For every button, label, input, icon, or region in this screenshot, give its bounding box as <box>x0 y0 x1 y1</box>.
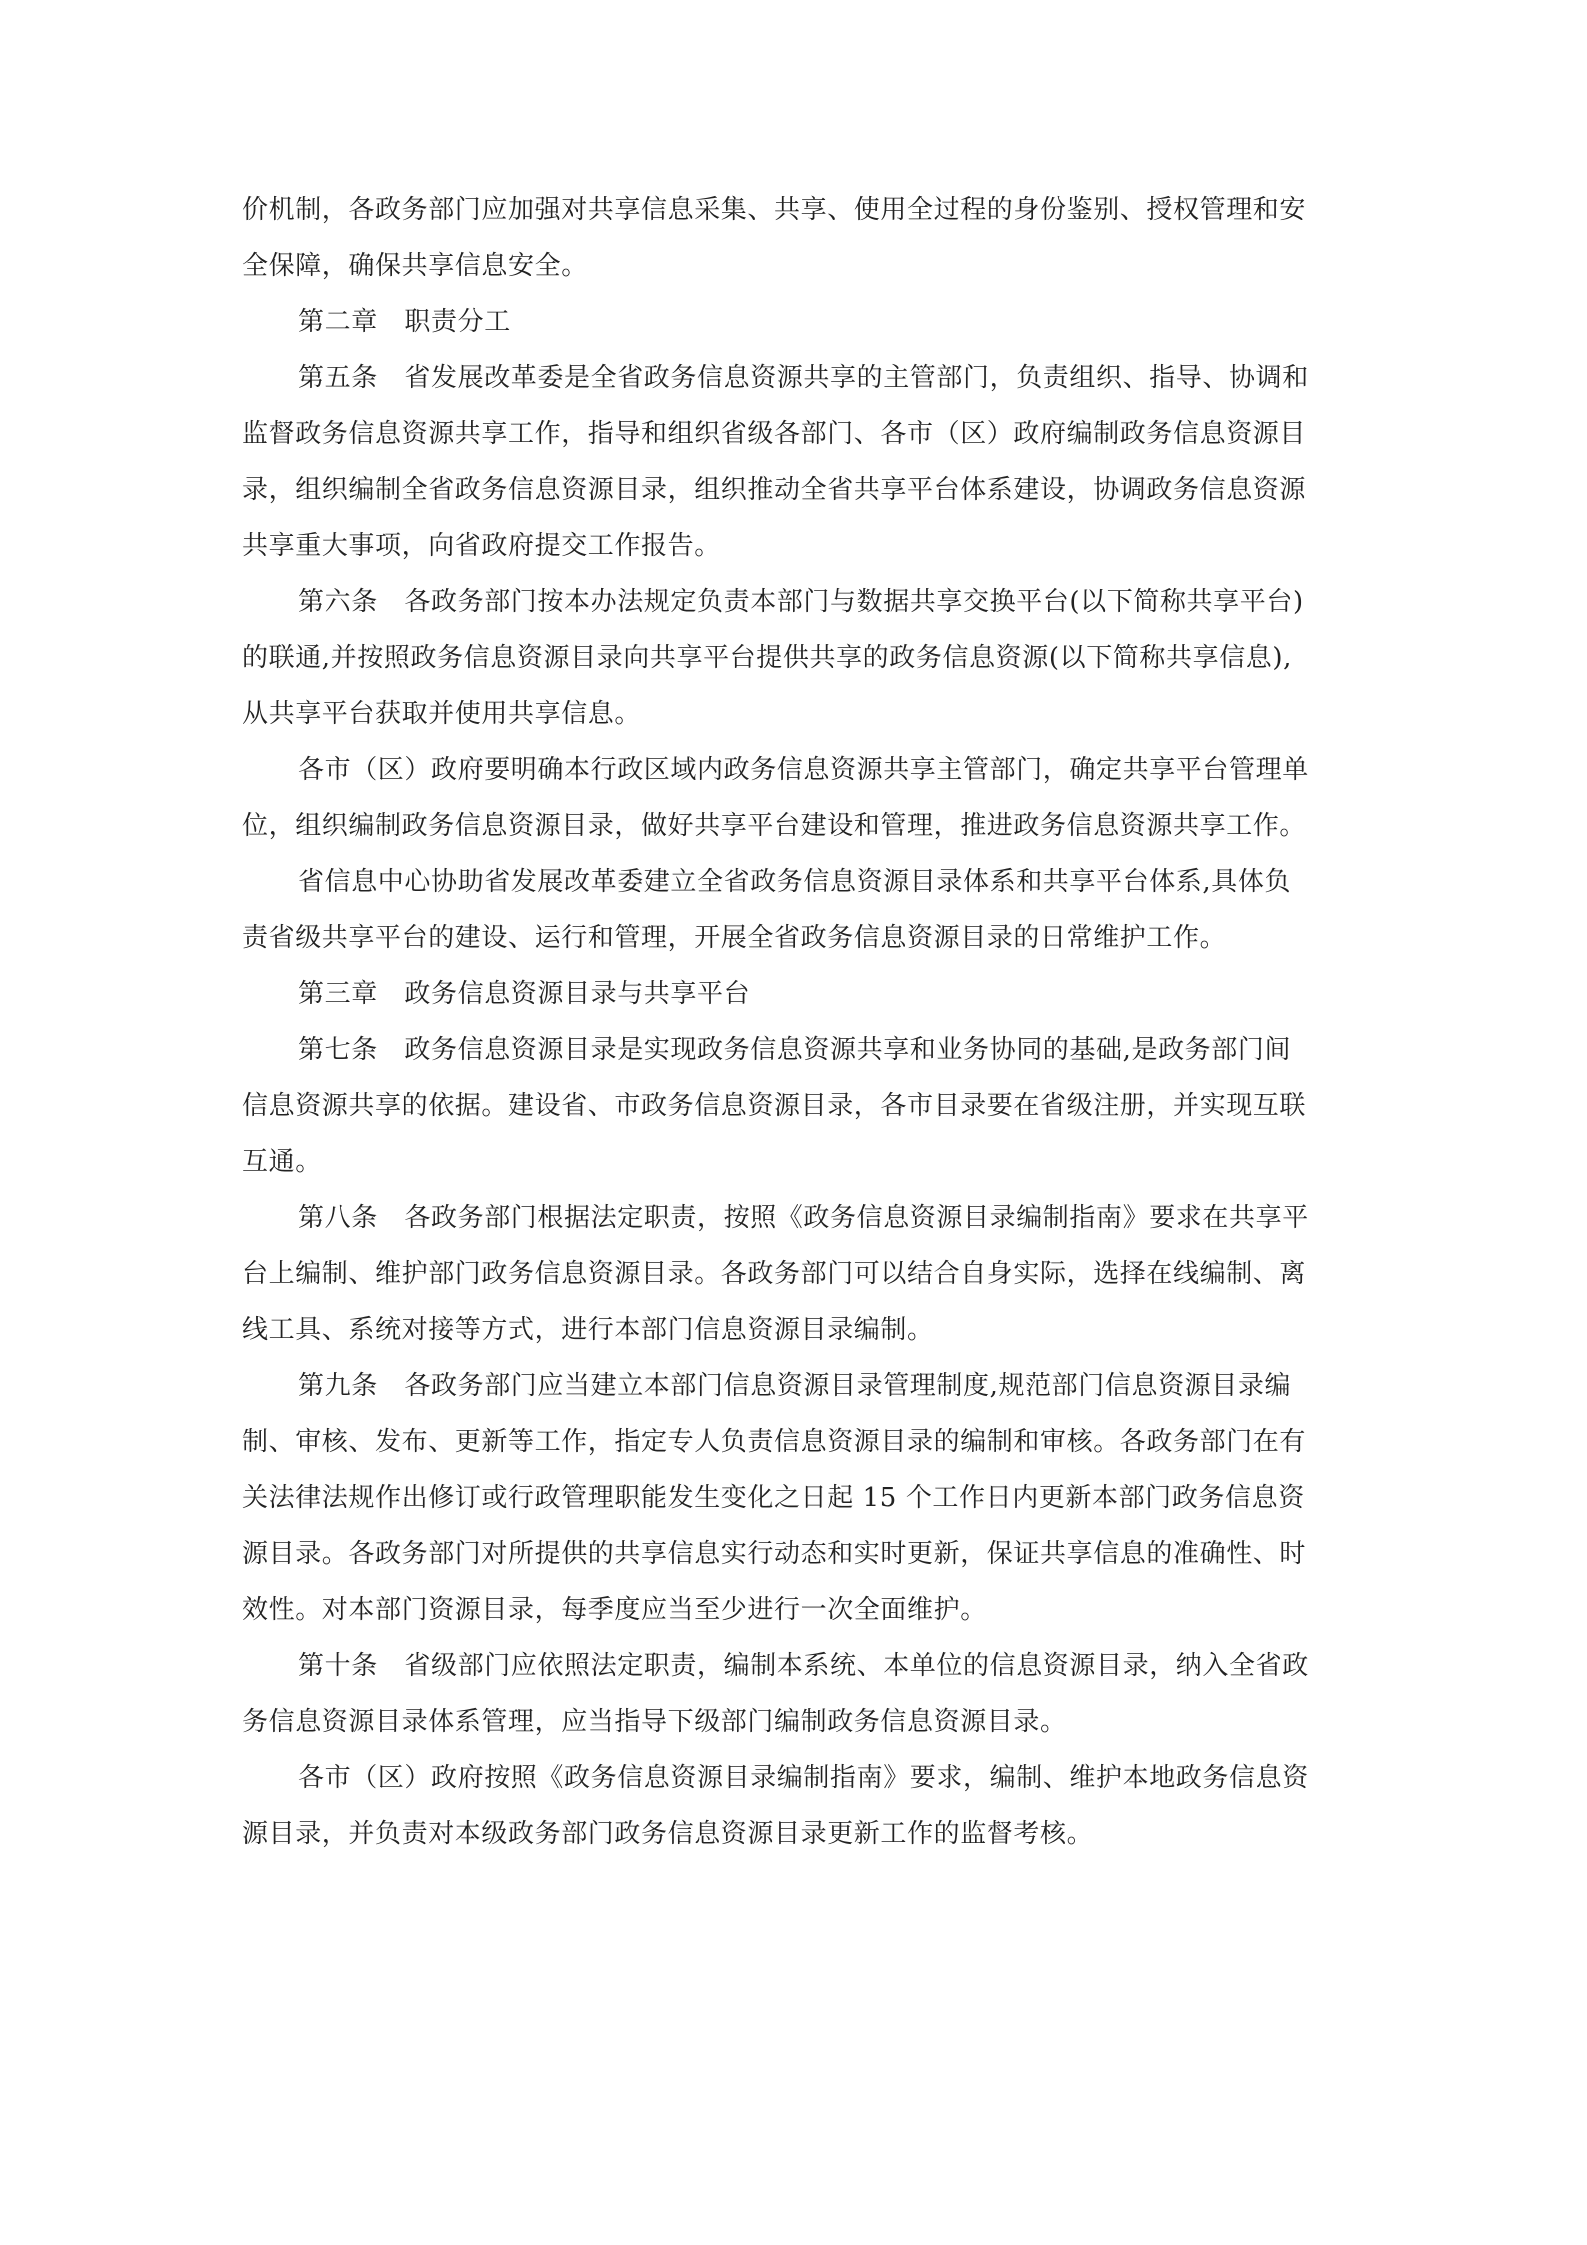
text-line: 源目录。各政务部门对所提供的共享信息实行动态和实时更新，保证共享信息的准确性、时 <box>242 1539 1307 1569</box>
text-line: 全保障，确保共享信息安全。 <box>242 251 588 281</box>
text-line: 监督政务信息资源共享工作，指导和组织省级各部门、各市（区）政府编制政务信息资源目 <box>242 419 1307 449</box>
text-line: 制、审核、发布、更新等工作，指定专人负责信息资源目录的编制和审核。各政务部门在有 <box>242 1427 1307 1457</box>
article-line: 第七条 政务信息资源目录是实现政务信息资源共享和业务协同的基础,是政务部门间 <box>298 1035 1292 1065</box>
text-line: 的联通,并按照政务信息资源目录向共享平台提供共享的政务信息资源(以下简称共享信息), <box>242 643 1293 673</box>
article-line: 第八条 各政务部门根据法定职责，按照《政务信息资源目录编制指南》要求在共享平 <box>298 1203 1309 1233</box>
text-line: 互通。 <box>242 1147 322 1177</box>
text-line: 信息资源共享的依据。建设省、市政务信息资源目录，各市目录要在省级注册，并实现互联 <box>242 1091 1307 1121</box>
chapter-heading: 第三章 政务信息资源目录与共享平台 <box>298 979 751 1009</box>
text-line: 台上编制、维护部门政务信息资源目录。各政务部门可以结合自身实际，选择在线编制、离 <box>242 1259 1307 1289</box>
text-line: 责省级共享平台的建设、运行和管理，开展全省政务信息资源目录的日常维护工作。 <box>242 923 1227 953</box>
text-line: 效性。对本部门资源目录，每季度应当至少进行一次全面维护。 <box>242 1595 987 1625</box>
article-line: 第十条 省级部门应依照法定职责，编制本系统、本单位的信息资源目录，纳入全省政 <box>298 1651 1309 1681</box>
text-line: 务信息资源目录体系管理，应当指导下级部门编制政务信息资源目录。 <box>242 1707 1067 1737</box>
text-line: 录，组织编制全省政务信息资源目录，组织推动全省共享平台体系建设，协调政务信息资源 <box>242 475 1307 505</box>
text-line: 共享重大事项，向省政府提交工作报告。 <box>242 531 721 561</box>
text-line: 从共享平台获取并使用共享信息。 <box>242 699 642 729</box>
text-line: 线工具、系统对接等方式，进行本部门信息资源目录编制。 <box>242 1315 934 1345</box>
chapter-heading: 第二章 职责分工 <box>298 307 511 337</box>
text-line: 关法律法规作出修订或行政管理职能发生变化之日起 15 个工作日内更新本部门政务信息资 <box>242 1483 1305 1513</box>
article-line: 第五条 省发展改革委是全省政务信息资源共享的主管部门，负责组织、指导、协调和 <box>298 363 1309 393</box>
text-line: 源目录，并负责对本级政务部门政务信息资源目录更新工作的监督考核。 <box>242 1819 1094 1849</box>
document-page <box>242 182 1350 1862</box>
paragraph-line: 省信息中心协助省发展改革委建立全省政务信息资源目录体系和共享平台体系,具体负 <box>298 867 1292 897</box>
article-line: 第九条 各政务部门应当建立本部门信息资源目录管理制度,规范部门信息资源目录编 <box>298 1371 1292 1401</box>
paragraph-line: 各市（区）政府按照《政务信息资源目录编制指南》要求，编制、维护本地政务信息资 <box>298 1763 1309 1793</box>
text-line: 位，组织编制政务信息资源目录，做好共享平台建设和管理，推进政务信息资源共享工作。 <box>242 811 1307 841</box>
article-line: 第六条 各政务部门按本办法规定负责本部门与数据共享交换平台(以下简称共享平台) <box>298 587 1304 617</box>
text-line: 价机制，各政务部门应加强对共享信息采集、共享、使用全过程的身份鉴别、授权管理和安 <box>242 195 1307 225</box>
paragraph-line: 各市（区）政府要明确本行政区域内政务信息资源共享主管部门，确定共享平台管理单 <box>298 755 1309 785</box>
